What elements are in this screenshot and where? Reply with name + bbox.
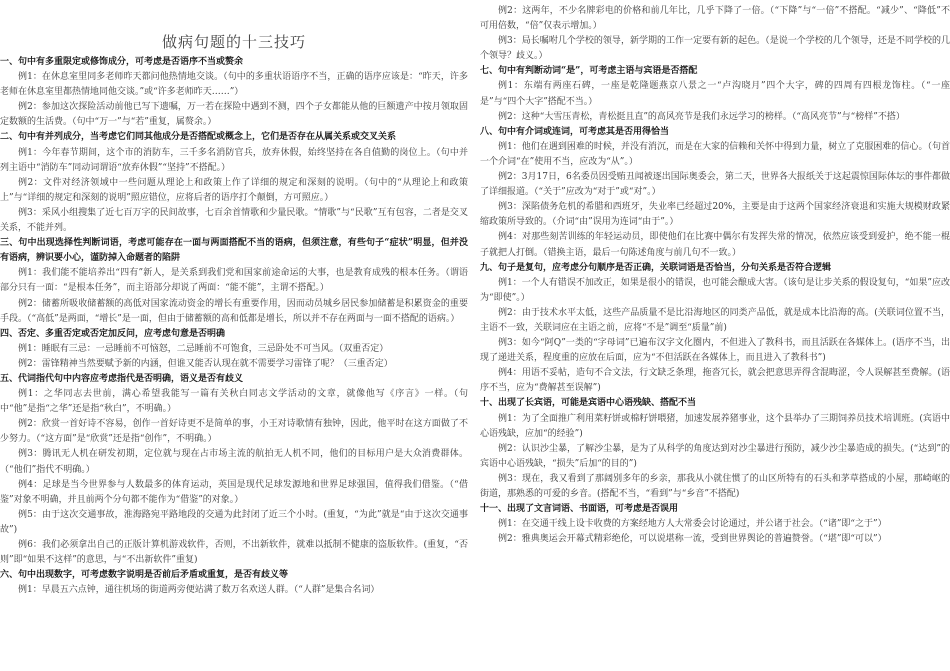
section-heading: 五、代词指代句中内容应考虑指代是否明确，语义是否有歧义 [0, 373, 244, 384]
example-paragraph: 例4：用语不妥帖，造句不合文法，行文缺乏条理，拖沓冗长，就会把意思弄得含混晦涩，令人误解甚至费解。(语序不当，应为“费解甚至误解”) [480, 368, 950, 394]
example-paragraph: 例2：这种“大雪压青松，青松挺且直”的高风亮节是我们永远学习的榜样。（“高风亮节”与“榜样”不搭） [498, 111, 905, 122]
example-paragraph: 例2：参加这次探险活动前他已写下遗嘱，万一若在探险中遇到不测，四个子女都能从他的巨额遗产中按月领取固定数额的生活费。（句中“万一”与“若”重复，属赘余。） [0, 102, 468, 128]
section-heading: 十、出现了长宾语，可能是宾语中心语残缺、搭配不当 [480, 398, 697, 409]
section-heading: 四、否定、多重否定或否定加反问，应考虑句意是否明确 [0, 328, 226, 339]
page-title: 做病句题的十三技巧 [161, 33, 306, 51]
example-paragraph: 例1：我们能不能培养出“四有”新人，是关系到我们党和国家前途命运的大事，也是教育成残的根本任务。（谓语部分只有一面：“是根本任务”，而主语部分却说了两面：“能不能”，主谓不搭配。） [0, 268, 468, 294]
example-paragraph: 例2：雅典奥运会开幕式精彩绝伦，可以说堪称一流，受到世界舆论的普遍赞誉。（“堪”即“可以”） [498, 534, 887, 545]
example-paragraph: 例3：腾讯无人机在研发初期，定位就与现在占市场主流的航拍无人机不同，他们的目标用户是大众消费群体。（“他们”指代不明确。） [0, 449, 468, 475]
example-paragraph: 例1：为了全面推广利用菜籽饼或棉籽饼喂猪，加速发展养猪事业，这个县举办了三期饲养员技术培训班。(宾语中心语残缺，应加“的经验”) [480, 413, 950, 439]
example-paragraph: 例4：对那些刻苦训练的年轻运动员，即使他们在比赛中偶尔有发挥失常的情况，依然应该受到爱护，绝不能一棍子就把人打倒。（错换主语，最后一句陈述角度与前几句不一致。） [480, 232, 950, 258]
section-heading: 六、句中出现数字，可考虑数字说明是否前后矛盾或重复，是否有歧义等 [0, 570, 289, 581]
example-paragraph: 例1：睡眠有三忌：一忌睡前不可恼怒，二忌睡前不可饱食，三忌卧处不可当风。（双重否定） [18, 343, 389, 354]
example-paragraph: 例1：他们在遇到困难的时候，并没有消沉，而是在大家的信赖和关怀中得到力量，树立了克服困难的信心。（句首一个介词“在”使用不当，应改为“从”。） [480, 141, 950, 167]
section-heading: 八、句中有介词或连词，可考虑其是否用得恰当 [480, 126, 670, 137]
example-paragraph: 例2：欣赏一首好诗不容易，创作一首好诗更不是简单的事，小王对诗歌情有独钟，因此，他平时在这方面做了不少努力。（“这方面”是“欣赏”还是指“创作”，不明确。） [0, 419, 468, 445]
example-paragraph: 例5：由于这次交通事故，淮海路宛平路地段的交通为此封闭了近三个小时。(重复，“为此”就是“由于这次交通事故”) [0, 509, 468, 535]
example-paragraph: 例2：认识沙尘暴，了解沙尘暴，是为了从科学的角度达到对沙尘暴进行预防，减少沙尘暴造成的损失。(“达到”的宾语中心语残缺，“损失”后加“的目的”) [480, 443, 950, 469]
example-paragraph: 例2：这两年，不少名牌彩电的价格和前几年比，几乎下降了一倍。（“下降”与“一倍”不搭配。“减少”、“降低”不可用倍数，“倍”仅表示增加。） [480, 6, 950, 32]
example-paragraph: 例1：在休息室里同多老师昨天都问他热情地交谈。（句中的多重状语语序不当，正确的语序应该是：“昨天，许多老师在休息室里都热情地同他交谈。”或“许多老师昨天……”） [0, 72, 468, 98]
example-paragraph: 例1：在交通干线上设卡收费的方案经地方人大常委会讨论通过，并公诸于社会。（“诸”即“之于”） [498, 519, 887, 530]
section-heading: 三、句中出现选择性判断词语，考虑可能存在一面与两面搭配不当的语病，但须注意，有些句子“症状”明显，但并没有语病，辨识要小心，谨防掉入命题者的陷阱 [0, 238, 468, 264]
example-paragraph: 例1：东端有两座石碑，一座是乾隆题燕京八景之一“卢沟晓月”四个大字，碑的四周有四根龙饰柱。（“一座是”与“四个大字”搭配不当。） [480, 81, 950, 107]
example-paragraph: 例4：足球是当今世界参与人数最多的体育运动，英国是现代足球发源地和世界足球强国，值得我们借鉴。（“借鉴”对象不明确，并且前两个分句都不能作为“借鉴”的对象。） [0, 479, 468, 505]
example-paragraph: 例3：现在，我又看到了那阔别多年的乡亲，那我从小就住惯了的山区所特有的石头和茅草搭成的小屋，那崎岖的街道，那熟悉的可爱的乡音。(搭配不当，“看到”与“乡音”不搭配) [480, 473, 950, 499]
example-paragraph: 例3：深陷债务危机的希腊和西班牙，失业率已经超过20%，主要是由于这两个国家经济衰退和实施大规模财政紧缩政策所导致的。（介词“由”误用为连词“由于”。） [480, 202, 950, 228]
section-heading: 二、句中有并列成分，当考虑它们同其他成分是否搭配或概念上，它们是否存在从属关系或交叉关系 [0, 132, 397, 143]
example-paragraph: 例3：局长嘱咐几个学校的领导，新学期的工作一定要有新的起色。（是说一个学校的几个领导，还是不同学校的几个领导？歧义。） [480, 36, 950, 62]
example-paragraph: 例6：我们必须拿出自己的正版计算机游戏软件，否则，不出新软件，就难以抵制不健康的盗版软件。(重复，“否则”即“如果不这样”的意思，与“不出新软件”重复) [0, 540, 468, 566]
right-column [480, 0, 950, 671]
example-paragraph: 例1：一个人有错误不加改正，如果是很小的错误，也可能会酿成大害。（该句是让步关系的假设复句，“如果”应改为“即使”。） [480, 277, 950, 303]
example-paragraph: 例2：文件对经济领域中一些问题从理论上和政策上作了详细的规定和深刻的说明。（句中的“从理论上和政策上”与“详细的规定和深刻的说明”照应错位，应将后者的语序打个颠倒，方可照应。） [0, 177, 468, 203]
left-column [0, 0, 468, 671]
section-heading: 七、句中有判断动词“是”，可考虑主语与宾语是否搭配 [480, 66, 698, 77]
example-paragraph: 例2：雷锋精神当然要赋予新的内涵，但谁又能否认现在就不需要学习雷锋了呢？（三重否定） [18, 358, 393, 369]
section-heading: 九、句子是复句，应考虑分句顺序是否正确，关联词语是否恰当，分句关系是否符合逻辑 [480, 262, 832, 273]
example-paragraph: 例1：之华同志去世前，满心希望我能写一篇有关秋白同志文学活动的文章，就像他写《序言》一样。（句中“他”是指“之华”还是指“秋白”，不明确。） [0, 389, 468, 415]
example-paragraph: 例2：3月17日，6名委员因受贿丑闻被逐出国际奥委会，第二天，世界各大报纸关于这起震惊国际体坛的事件都做了详细报道。（“关于”应改为“对于”或“对”。） [480, 172, 950, 198]
example-paragraph: 例2：由于技术水平太低，这些产品质量不是比沿海地区的同类产品低，就是成本比沿海的高。(关联词位置不当，主语不一致，关联词应在主语之前，应将“不是”调至“质量”前) [480, 307, 950, 333]
example-paragraph: 例1：早晨五六点钟，通往机场的街道两旁便站满了数万名欢送人群。（“人群”是集合名词） [18, 585, 380, 596]
example-paragraph: 例3：如今“阿Q”一类的“字母词”已遍布汉字文化圈内，不但进入了教科书，而且活跃在各媒体上。(语序不当，出现了递进关系，程度重的应放在后面，应为“不但活跃在各媒体上，而且进入了教科书”) [480, 338, 950, 364]
example-paragraph: 例3：采风小组搜集了近七百万字的民间故事，七百余首情歌和少量民歌。“情歌”与“民歌”互有包容，二者是交叉关系，不能并列。 [0, 207, 468, 234]
section-heading: 一、句中有多重限定或修饰成分，可考虑是否语序不当或赘余 [0, 57, 244, 67]
section-heading: 十一、出现了文言词语、书面语，可考虑是否误用 [480, 504, 679, 515]
example-paragraph: 例2：储蓄所吸收储蓄额的高低对国家流动资金的增长有重要作用，因而动员城乡居民参加储蓄是积累资金的重要手段。（“高低”是两面，“增长”是一面，但由于储蓄额的高和低都是增长，所以并不存在两面与一面不搭配的语病。） [0, 298, 468, 324]
example-paragraph: 例1：今年春节期间，这个市的消防车，三千多名消防官兵，放弃休假，始终坚持在各自值勤的岗位上。（句中并列主语中“消防车”同动词谓语“放弃休假”“坚持”不搭配。） [0, 147, 468, 173]
